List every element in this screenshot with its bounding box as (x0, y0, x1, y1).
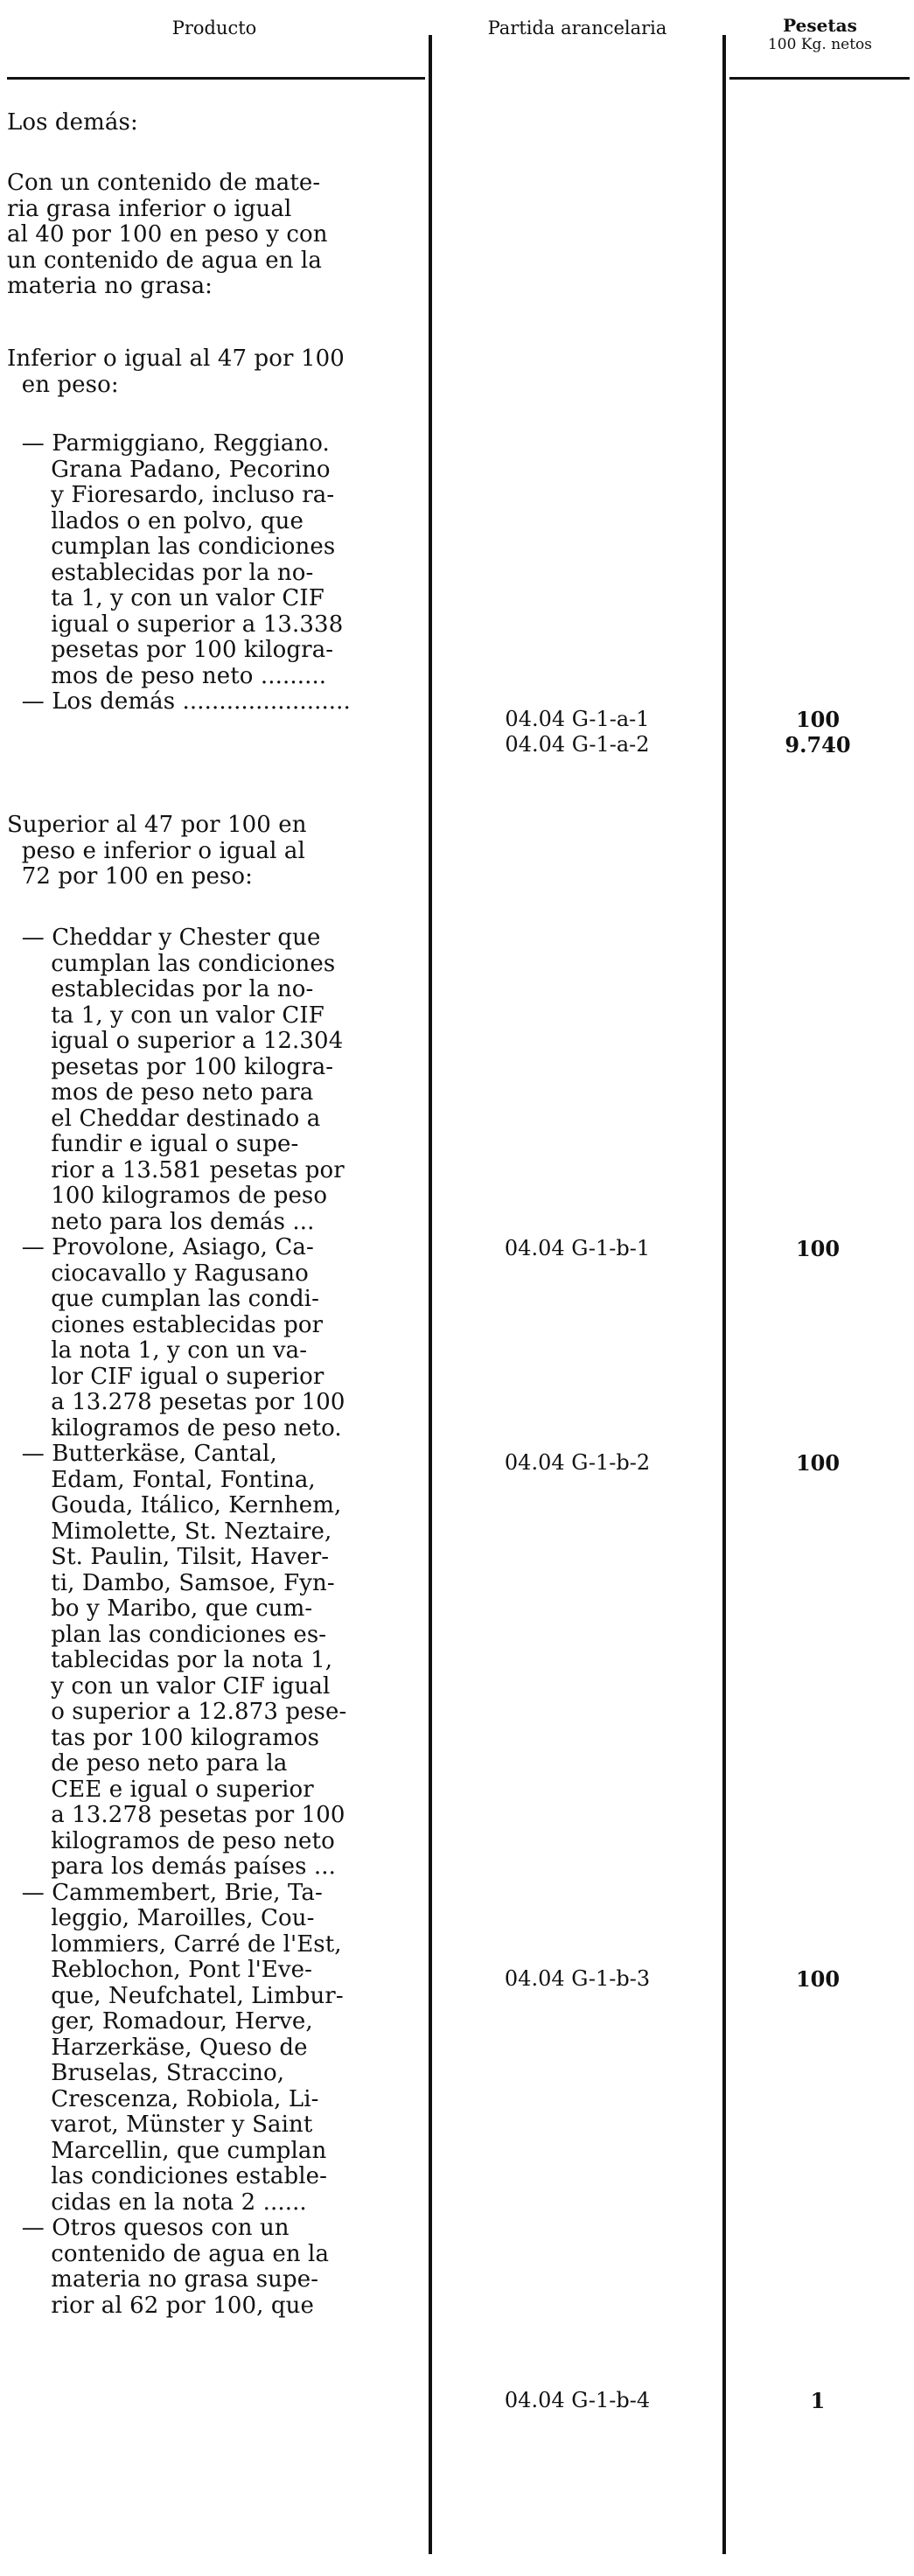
tariff-code: 04.04 G-1-b-4 (504, 2388, 651, 2412)
header-rule (7, 77, 425, 80)
header-rule-right (729, 77, 910, 80)
column-divider-2 (722, 35, 726, 2554)
header-pesetas-sub: 100 Kg. netos (767, 36, 873, 53)
text-inferior-47: Inferior o igual al 47 por 100 en peso: (7, 346, 345, 398)
column-divider-1 (429, 35, 432, 2554)
header-pesetas (726, 16, 914, 54)
text-contenido-materia-grasa: Con un contenido de mate- ria grasa inferior o igual al 40 por 100 en peso y con un contenido de agua en la materia no grasa: (7, 170, 328, 299)
tariff-code: 04.04 G-1-b-2 (504, 1450, 651, 1475)
header-partida: Partida arancelaria (487, 17, 667, 38)
tariff-code: 04.04 G-1-b-1 (504, 1236, 651, 1260)
tariff-code: 04.04 G-1-a-2 (505, 732, 650, 757)
tariff-value: 1 (810, 2388, 826, 2413)
tariff-value: 9.740 (785, 732, 851, 757)
tariff-code: 04.04 G-1-a-1 (505, 707, 650, 731)
text-cheddar-group: — Cheddar y Chester que cumplan las condiciones establecidas por la no- ta 1, y con un valor CIF igual o superior a 12.304 pesetas por 100 kilogra- mos de peso neto para el Cheddar destinado a fundir e igual o supe- rior a 13.581 pesetas por 100 kilogramos de peso neto para los demás ... — Provolone, Asiago, Ca- ciocavallo y Ragusano que cumplan las condi- ciones establecidas por la nota 1, y con un va- lor CIF igual o superior a 13.278 pesetas por 100 kilogramos de peso neto. — Butterkäse, Cantal, Edam, Fontal, Fontina, Gouda, Itálico, Kernhem, Mimolette, St. Neztaire, St. Paulin, Tilsit, Haver- ti, Dambo, Samsoe, Fyn- bo y Maribo, que cum- plan las condiciones es- tablecidas por la nota 1, y con un valor CIF igual o superior a 12.873 pese- tas por 100 kilogramos de peso neto para la CEE e igual o superior a 13.278 pesetas por 100 kilogramos de peso neto para los demás países ... — Cammembert, Brie, Ta- leggio, Maroilles, Cou- lommiers, Carré de l'Est, Reblochon, Pont l'Eve- que, Neufchatel, Limbur- ger, Romadour, Herve, Harzerkäse, Queso de Bruselas, Straccino, Crescenza, Robiola, Li- varot, Münster y Saint Marcellin, que cumplan las condiciones estable- cidas en la nota 2 ...... — Otros quesos con un contenido de agua en la materia no grasa supe- rior al 62 por 100, que (21, 925, 347, 2319)
tariff-code: 04.04 G-1-b-3 (504, 1966, 651, 1991)
text-parmiggiano-group: — Parmiggiano, Reggiano. Grana Padano, Pecorino y Fioresardo, incluso ra- llados o en polvo, que cumplan las condiciones establecidas por la no- ta 1, y con un valor CIF igual o superior a 13.338 pesetas por 100 kilogra- mos de peso neto ......... — Los demás ....................... (21, 430, 351, 715)
tariff-value: 100 (795, 1966, 841, 1992)
text-superior-47: Superior al 47 por 100 en peso e inferior o igual al 72 por 100 en peso: (7, 812, 307, 890)
tariff-value: 100 (795, 1450, 841, 1476)
header-producto: Producto (171, 17, 257, 38)
tariff-value: 100 (795, 707, 841, 732)
header-pesetas-label: Pesetas (783, 15, 857, 36)
text-los-demas: Los demás: (7, 109, 138, 136)
tariff-value: 100 (795, 1236, 841, 1261)
